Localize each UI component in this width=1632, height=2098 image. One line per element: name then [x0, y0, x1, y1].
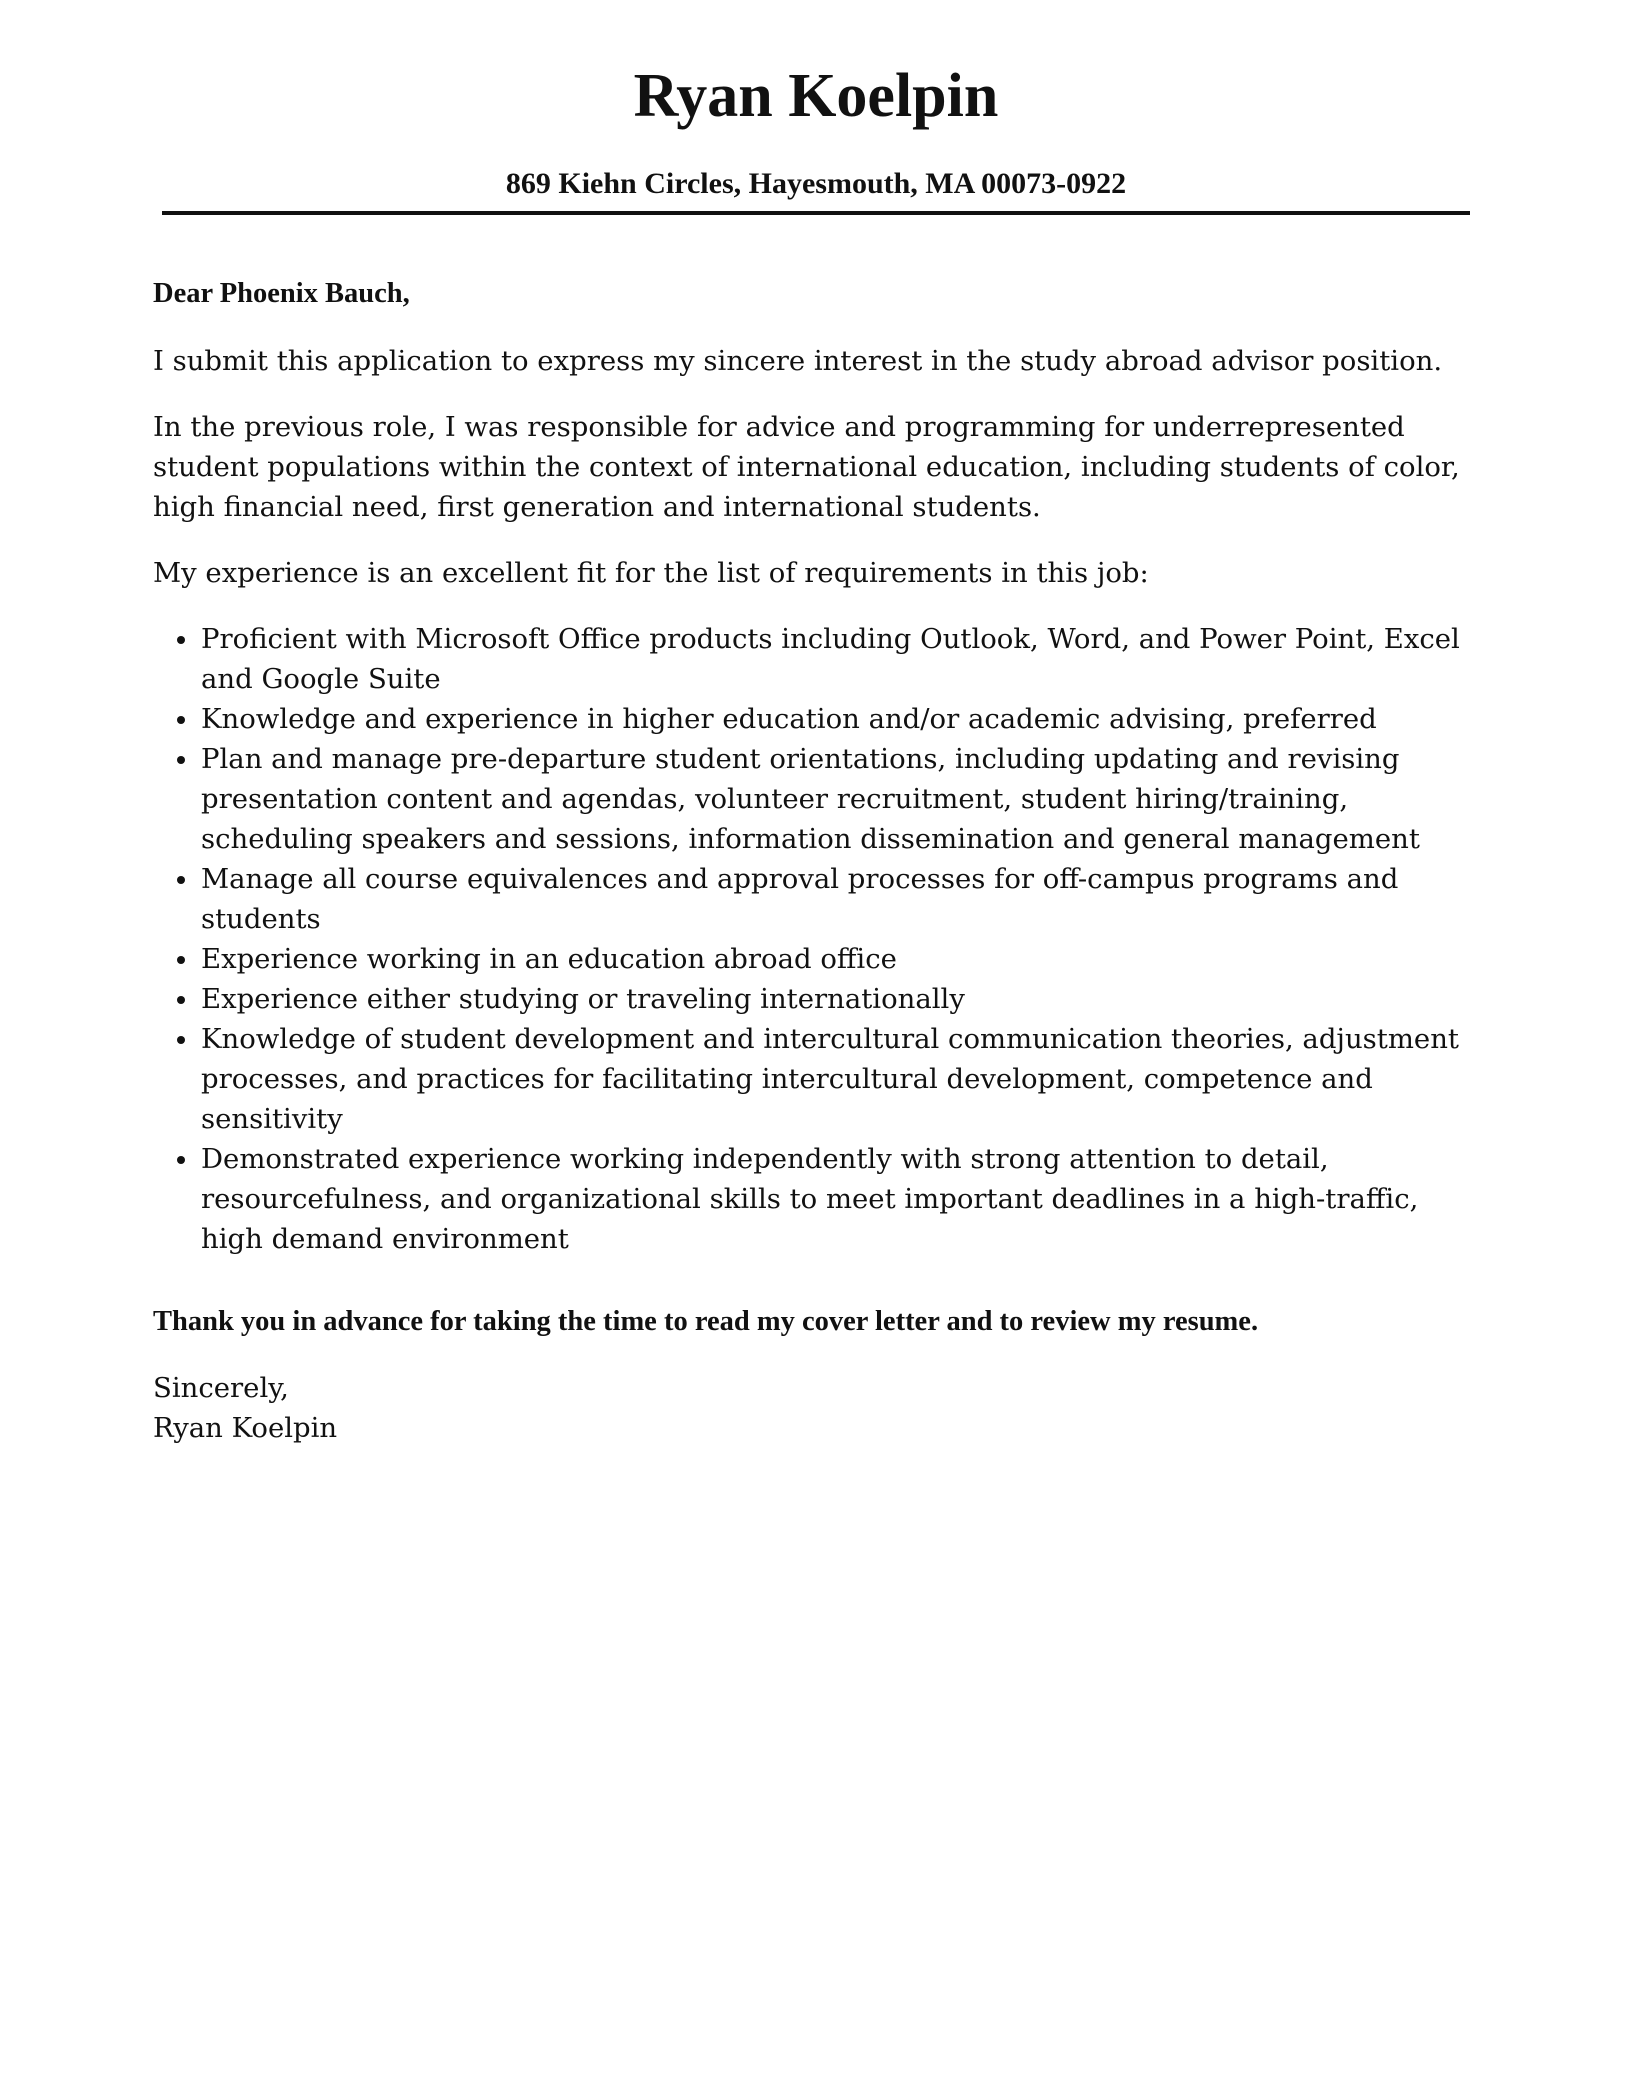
bullet-icon: [177, 716, 185, 724]
list-item: [153, 739, 1483, 859]
salutation: Dear Phoenix Bauch,: [153, 278, 410, 309]
requirement-text: Experience working in an education abroad office: [201, 943, 897, 975]
requirement-text: Knowledge and experience in higher education and/or academic advising, preferred: [201, 703, 1377, 735]
list-item: [153, 699, 1483, 739]
requirement-text: Demonstrated experience working independently with strong attention to detail, resourcefulness, and organizational skills to meet important deadlines in a high-traffic, high demand environment: [201, 1143, 1419, 1255]
bullet-icon: [177, 756, 185, 764]
requirement-text: Knowledge of student development and intercultural communication theories, adjustment processes, and practices for facilitating intercultural development, competence and sensitivity: [201, 1023, 1459, 1135]
requirement-text: Experience either studying or traveling internationally: [201, 983, 965, 1015]
requirements-list: [153, 619, 1483, 1259]
list-item: [153, 939, 1483, 979]
bullet-icon: [177, 956, 185, 964]
intro-paragraph: I submit this application to express my sincere interest in the study abroad advisor position.: [153, 345, 1443, 377]
requirements-intro: My experience is an excellent fit for the list of requirements in this job:: [153, 557, 1149, 589]
requirement-text: Proficient with Microsoft Office products including Outlook, Word, and Power Point, Excel and Google Suite: [201, 623, 1460, 695]
bullet-icon: [177, 876, 185, 884]
bullet-icon: [177, 636, 185, 644]
bullet-icon: [177, 996, 185, 1004]
letter-body: [153, 274, 1483, 1448]
header-divider: [162, 211, 1470, 215]
previous-role-paragraph: In the previous role, I was responsible for advice and programming for underrepresented student populations within the context of international education, including students of color, high financial need, first generation and international students.: [153, 411, 1460, 523]
signature-name: Ryan Koelpin: [153, 1412, 338, 1444]
requirement-text: Plan and manage pre-departure student orientations, including updating and revising presentation content and agendas, volunteer recruitment, student hiring/training, scheduling speakers and sessions, information dissemination and general management: [201, 743, 1420, 855]
list-item: [153, 1139, 1483, 1259]
requirement-text: Manage all course equivalences and approval processes for off-campus programs and students: [201, 863, 1399, 935]
applicant-name: Ryan Koelpin: [633, 62, 999, 130]
valediction: Sincerely,: [153, 1372, 289, 1404]
bullet-icon: [177, 1036, 185, 1044]
applicant-address: 869 Kiehn Circles, Hayesmouth, MA 00073-0922: [505, 167, 1127, 200]
bullet-icon: [177, 1156, 185, 1164]
list-item: [153, 1019, 1483, 1139]
closing-statement: Thank you in advance for taking the time to read my cover letter and to review my resume.: [153, 1306, 1259, 1337]
list-item: [153, 619, 1483, 699]
list-item: [153, 979, 1483, 1019]
list-item: [153, 859, 1483, 939]
